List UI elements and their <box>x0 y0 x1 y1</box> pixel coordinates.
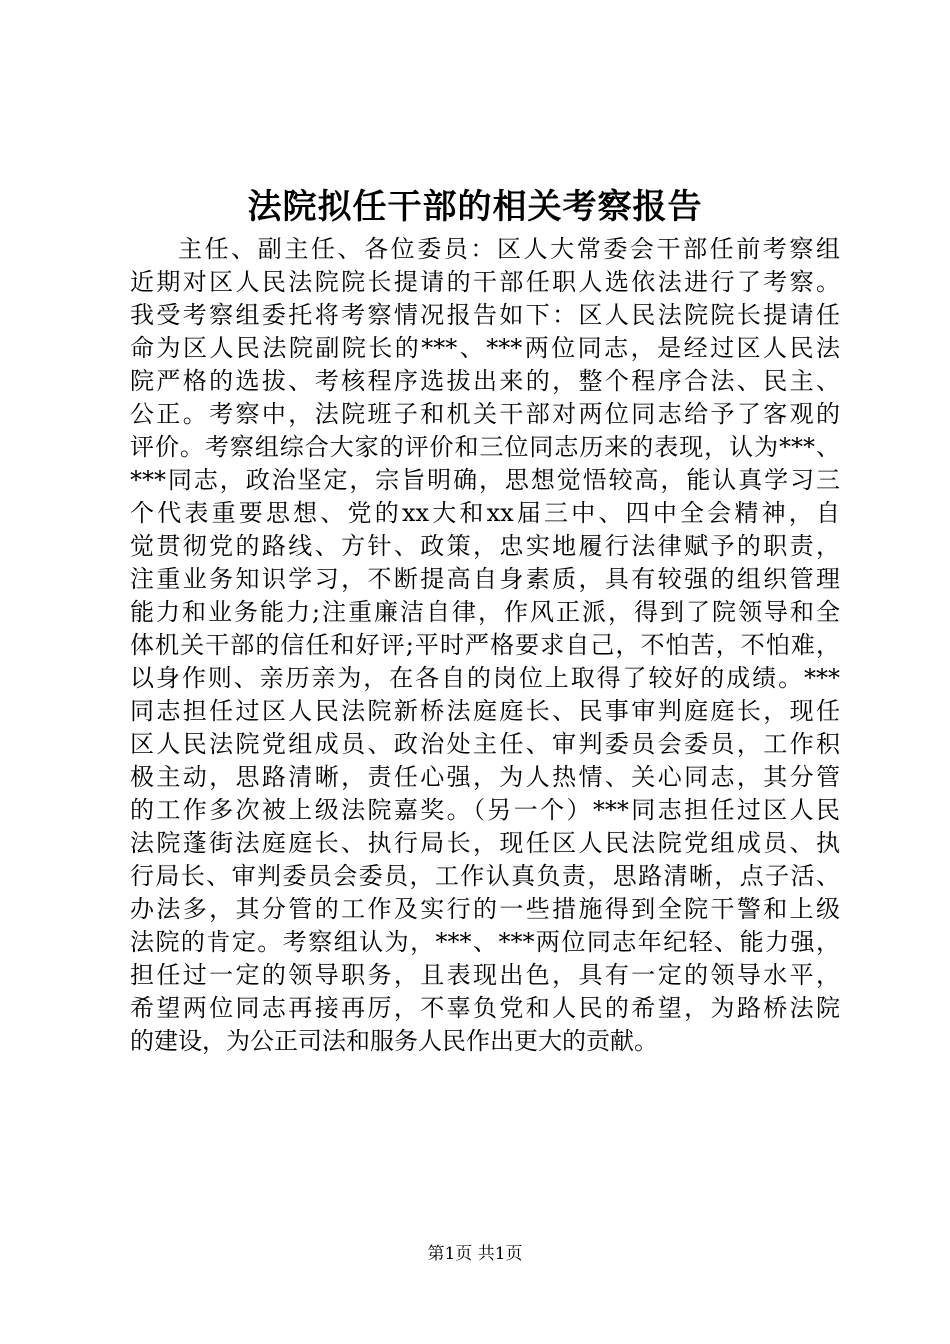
body-line: 的工作多次被上级法院嘉奖。（另一个）***同志担任过区人民 <box>130 796 840 824</box>
body-line: 以身作则、亲历亲为，在各自的岗位上取得了较好的成绩。*** <box>130 664 840 692</box>
body-line: 注重业务知识学习，不断提高自身素质，具有较强的组织管理 <box>130 565 840 593</box>
body-line: 办法多，其分管的工作及实行的一些措施得到全院干警和上级 <box>130 895 840 923</box>
body-line: 命为区人民法院副院长的***、***两位同志，是经过区人民法 <box>130 334 840 362</box>
body-line: 同志担任过区人民法院新桥法庭庭长、民事审判庭庭长，现任 <box>130 697 840 725</box>
document-body <box>130 233 840 1058</box>
body-line: 近期对区人民法院院长提请的干部任职人选依法进行了考察。 <box>130 268 840 296</box>
body-line: 担任过一定的领导职务，且表现出色，具有一定的领导水平， <box>130 961 840 989</box>
body-line: 区人民法院党组成员、政治处主任、审判委员会委员，工作积 <box>130 730 840 758</box>
body-line: 行局长、审判委员会委员，工作认真负责，思路清晰，点子活、 <box>130 862 840 890</box>
body-line: 极主动，思路清晰，责任心强，为人热情、关心同志，其分管 <box>130 763 840 791</box>
body-line: 希望两位同志再接再厉，不辜负党和人民的希望，为路桥法院 <box>130 994 840 1022</box>
body-line: 评价。考察组综合大家的评价和三位同志历来的表现，认为***、 <box>130 433 840 461</box>
body-line: 法院蓬街法庭庭长、执行局长，现任区人民法院党组成员、执 <box>130 829 840 857</box>
body-line: ***同志，政治坚定，宗旨明确，思想觉悟较高，能认真学习三 <box>130 466 840 494</box>
body-line: 能力和业务能力;注重廉洁自律，作风正派，得到了院领导和全 <box>130 598 840 626</box>
page-number-footer: 第1页 共1页 <box>427 1244 523 1264</box>
document-title: 法院拟任干部的相关考察报告 <box>247 187 703 227</box>
body-line: 觉贯彻党的路线、方针、政策，忠实地履行法律赋予的职责， <box>130 532 840 560</box>
body-line: 法院的肯定。考察组认为，***、***两位同志年纪轻、能力强， <box>130 928 840 956</box>
body-line: 主任、副主任、各位委员：区人大常委会干部任前考察组 <box>178 235 840 263</box>
body-line: 个代表重要思想、党的xx大和xx届三中、四中全会精神，自 <box>130 499 840 527</box>
body-line: 体机关干部的信任和好评;平时严格要求自己，不怕苦，不怕难， <box>130 631 840 659</box>
body-line: 公正。考察中，法院班子和机关干部对两位同志给予了客观的 <box>130 400 840 428</box>
body-line: 我受考察组委托将考察情况报告如下：区人民法院院长提请任 <box>130 301 840 329</box>
body-line: 院严格的选拔、考核程序选拔出来的，整个程序合法、民主、 <box>130 367 840 395</box>
body-line: 的建设，为公正司法和服务人民作出更大的贡献。 <box>130 1027 658 1055</box>
